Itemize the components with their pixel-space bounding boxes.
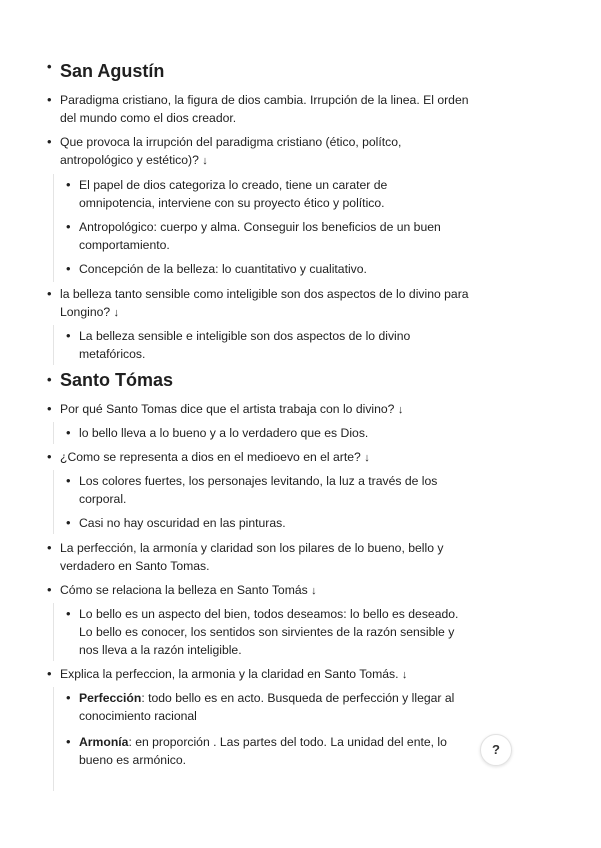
list-item bbox=[66, 472, 466, 508]
nest-guide-line bbox=[53, 470, 54, 534]
bullet-icon: • bbox=[66, 606, 71, 621]
list-item-text: Los colores fuertes, los personajes levitando, la luz a través de los corporal. bbox=[79, 474, 438, 506]
list-item-text: : todo bello es en acto. Busqueda de perfección y llegar al conocimiento racional bbox=[79, 691, 455, 723]
bullet-icon: • bbox=[47, 540, 52, 555]
bullet-icon: • bbox=[47, 449, 52, 464]
heading-santo-tomas bbox=[47, 369, 173, 391]
bullet-icon: • bbox=[66, 515, 71, 530]
toggle-item[interactable] bbox=[47, 400, 477, 419]
toggle-item[interactable] bbox=[47, 448, 477, 467]
list-item-text: La perfección, la armonía y claridad son los pilares de lo bueno, bello y verdadero en Santo Tomas. bbox=[60, 541, 444, 573]
term-bold: Perfección bbox=[79, 691, 142, 705]
heading-san-agustin bbox=[47, 60, 164, 82]
arrow-down-icon[interactable]: ↓ bbox=[311, 585, 317, 597]
bullet-icon: • bbox=[66, 734, 71, 749]
list-item-text: Lo bello es un aspecto del bien, todos deseamos: lo bello es deseado. Lo bello es conocer, los sentidos son sirvientes de la razón sensible y nos lleva a la razón inteligible. bbox=[79, 607, 459, 657]
list-item bbox=[47, 539, 477, 575]
toggle-item-text: ¿Como se representa a dios en el medioevo en el arte? bbox=[60, 450, 361, 464]
bullet-icon: • bbox=[66, 473, 71, 488]
nest-guide-line bbox=[53, 603, 54, 661]
arrow-down-icon[interactable]: ↓ bbox=[401, 669, 408, 681]
list-item-text: Concepción de la belleza: lo cuantitativo y cualitativo. bbox=[79, 262, 367, 276]
bullet-icon: • bbox=[47, 582, 52, 597]
list-item bbox=[66, 424, 466, 442]
heading-text: San Agustín bbox=[60, 61, 165, 81]
nest-guide-line bbox=[53, 422, 54, 444]
list-item bbox=[66, 605, 466, 659]
bullet-icon: • bbox=[47, 286, 52, 301]
help-button[interactable]: ? bbox=[480, 734, 512, 766]
list-item-text: Paradigma cristiano, la figura de dios cambia. Irrupción de la linea. El orden del mundo como el dios creador. bbox=[60, 93, 469, 125]
list-item bbox=[66, 689, 466, 725]
term-bold: Armonía bbox=[79, 735, 129, 749]
toggle-item-text: Explica la perfeccion, la armonia y la claridad en Santo Tomás. bbox=[60, 667, 399, 681]
nest-guide-line bbox=[53, 174, 54, 282]
toggle-item[interactable] bbox=[47, 581, 477, 600]
list-item-text: : en proporción . Las partes del todo. La unidad del ente, lo bueno es armónico. bbox=[79, 735, 447, 767]
list-item bbox=[66, 514, 466, 532]
nest-guide-line bbox=[53, 687, 54, 791]
list-item-text: La belleza sensible e inteligible son dos aspectos de lo divino metafóricos. bbox=[79, 329, 411, 361]
list-item-text: El papel de dios categoriza lo creado, tiene un carater de omnipotencia, interviene con su proyecto ético y político. bbox=[79, 178, 388, 210]
list-item bbox=[47, 91, 477, 127]
toggle-item-text: Por qué Santo Tomas dice que el artista trabaja con lo divino? bbox=[60, 402, 395, 416]
toggle-item[interactable] bbox=[47, 133, 477, 170]
toggle-item[interactable] bbox=[47, 665, 477, 684]
heading-text: Santo Tómas bbox=[60, 370, 174, 390]
arrow-down-icon[interactable]: ↓ bbox=[202, 155, 208, 167]
bullet-icon: • bbox=[47, 92, 52, 107]
toggle-item-text: Que provoca la irrupción del paradigma cristiano (ético, polítco, antropológico y estético)? bbox=[60, 135, 402, 167]
bullet-icon: • bbox=[47, 59, 52, 74]
nest-guide-line bbox=[53, 325, 54, 365]
bullet-icon: • bbox=[47, 666, 52, 681]
bullet-icon: • bbox=[47, 134, 52, 149]
toggle-item[interactable] bbox=[47, 285, 477, 322]
arrow-down-icon[interactable]: ↓ bbox=[364, 452, 370, 464]
toggle-item-text: la belleza tanto sensible como inteligible son dos aspectos de lo divino para Longino? bbox=[60, 287, 469, 319]
bullet-icon: • bbox=[66, 219, 71, 234]
bullet-icon: • bbox=[66, 425, 71, 440]
arrow-down-icon[interactable]: ↓ bbox=[113, 307, 120, 319]
toggle-item-text: Cómo se relaciona la belleza en Santo Tomás bbox=[60, 583, 308, 597]
list-item-text: Casi no hay oscuridad en las pinturas. bbox=[79, 516, 286, 530]
list-item bbox=[66, 327, 466, 363]
list-item bbox=[66, 260, 466, 278]
bullet-icon: • bbox=[47, 372, 52, 387]
bullet-icon: • bbox=[47, 401, 52, 416]
list-item-text: Antropológico: cuerpo y alma. Conseguir los beneficios de un buen comportamiento. bbox=[79, 220, 441, 252]
bullet-icon: • bbox=[66, 261, 71, 276]
bullet-icon: • bbox=[66, 690, 71, 705]
bullet-icon: • bbox=[66, 177, 71, 192]
list-item bbox=[66, 176, 466, 212]
list-item-text: lo bello lleva a lo bueno y a lo verdadero que es Dios. bbox=[79, 426, 369, 440]
list-item bbox=[66, 218, 466, 254]
bullet-icon: • bbox=[66, 328, 71, 343]
list-item bbox=[66, 733, 466, 769]
arrow-down-icon[interactable]: ↓ bbox=[397, 404, 404, 416]
